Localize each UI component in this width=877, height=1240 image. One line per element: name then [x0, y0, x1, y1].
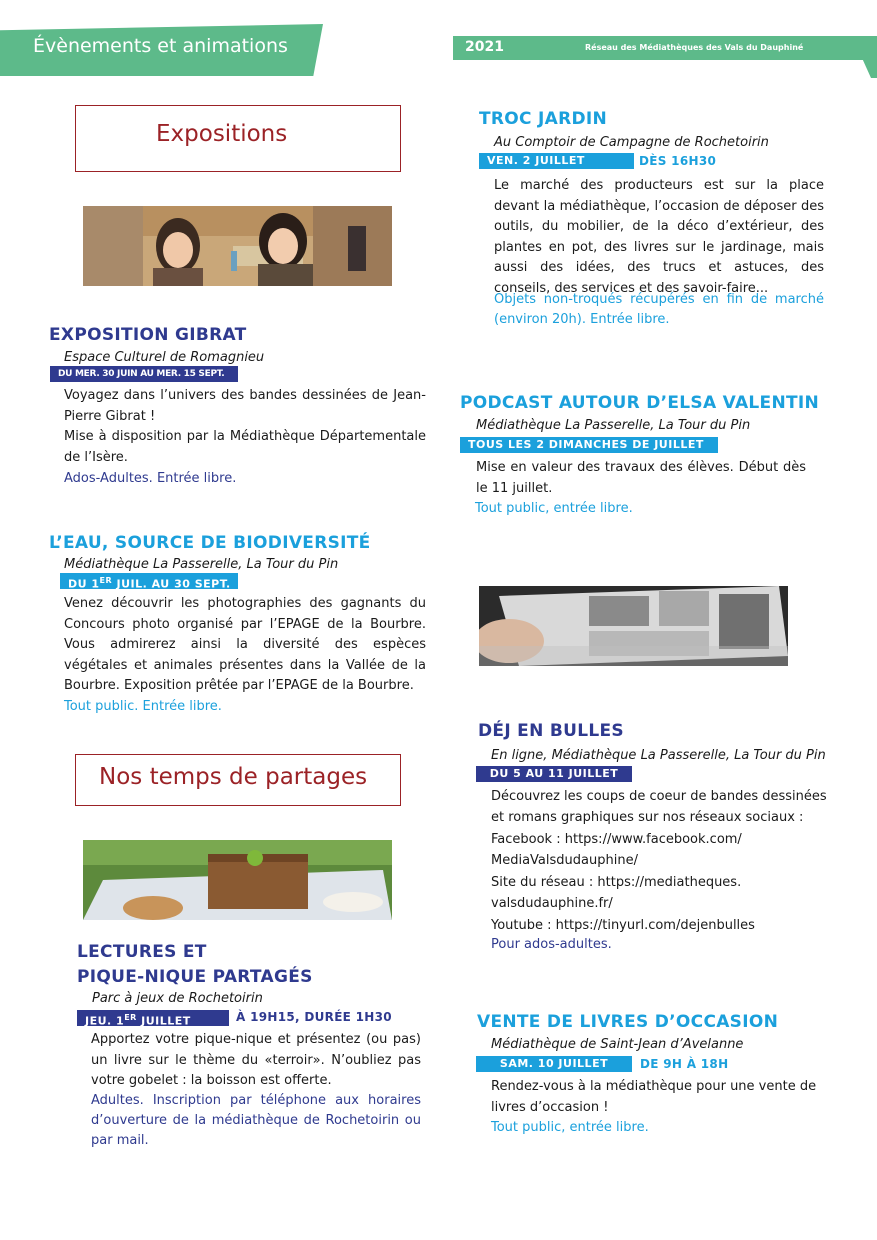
gibrat-note: Ados-Adultes. Entrée libre. [64, 471, 237, 486]
eau-description: Venez découvrir les photographies des gagnants du Concours photo organisé par l’EPAGE de la Bourbre. Vous admirerez ainsi la diversité des espèces végétales et animales présentes dans la Vallée de la Bourbre. Exposition prêtée par l’EPAGE de la Bourbre. [64, 596, 426, 693]
lectures-time: À 19H15, DURÉE 1H30 [236, 1010, 392, 1024]
vente-description: Rendez-vous à la médiathèque pour une vente de livres d’occasion ! [491, 1079, 817, 1115]
gibrat-dates-badge: DU MER. 30 JUIN AU MER. 15 SEPT. [50, 366, 238, 382]
lectures-title [77, 940, 313, 990]
podcast-dates-badge: TOUS LES 2 DIMANCHES DE JUILLET [460, 437, 718, 453]
troc-note: Objets non-troqués récupérés en fin de marché (environ 20h). Entrée libre. [494, 292, 824, 327]
podcast-note: Tout public, entrée libre. [475, 501, 633, 516]
partages-title-text: Nos temps de partages [99, 764, 368, 790]
dej-title: DÉJ EN BULLES [478, 721, 624, 741]
eau-title [49, 533, 371, 553]
vente-venue: Médiathèque de Saint-Jean d’Avelanne [491, 1037, 744, 1052]
lectures-dates-part: JUILLET [136, 1014, 191, 1028]
gibrat-description [64, 386, 426, 468]
gibrat-illustration-image [83, 206, 392, 286]
dej-site: Site du réseau : https://mediatheques. valsdudauphine.fr/ [491, 875, 742, 911]
dej-facebook: Facebook : https://www.facebook.com/ MediaValsdudauphine/ [491, 832, 742, 868]
header-network: Réseau des Médiathèques des Vals du Dauphiné [585, 43, 804, 52]
lectures-title-line: PIQUE-NIQUE PARTAGÉS [77, 967, 313, 987]
expositions-title-text: Expositions [156, 121, 288, 147]
partages-section-title [75, 754, 401, 806]
dej-youtube: Youtube : https://tinyurl.com/dejenbulles [491, 918, 755, 933]
vente-note: Tout public, entrée libre. [491, 1120, 649, 1135]
podcast-venue: Médiathèque La Passerelle, La Tour du Pin [476, 418, 751, 433]
lectures-note: Adultes. Inscription par téléphone aux horaires d’ouverture de la médiathèque de Rochetoirin ou par mail. [91, 1093, 421, 1148]
troc-venue: Au Comptoir de Campagne de Rochetoirin [494, 135, 769, 150]
lectures-description: Apportez votre pique-nique et présentez (ou pas) un livre sur le thème du «terroir». N’oubliez pas votre gobelet : la boisson est offerte. [91, 1032, 421, 1088]
header-year: 2021 [465, 39, 504, 55]
vente-title: VENTE DE LIVRES D’OCCASION [477, 1012, 779, 1032]
eau-dates-part: DU 1 [68, 577, 100, 591]
troc-time: DÈS 16H30 [639, 154, 717, 168]
eau-note: Tout public. Entrée libre. [64, 699, 222, 714]
troc-description: Le marché des producteurs est sur la place devant la médiathèque, l’occasion de déposer des outils, du mobilier, de la déco d’extérieur, des plantes en pot, des livres sur le jardinage, mais aussi des idées, des trucs et astuces, des conseils, des services et des savoir-faire... [494, 178, 824, 296]
comics-image [479, 586, 788, 666]
eau-dates-badge [60, 573, 238, 589]
vente-time: DE 9H À 18H [640, 1057, 729, 1071]
eau-venue: Médiathèque La Passerelle, La Tour du Pin [64, 557, 339, 572]
eau-title-text: L’EAU, SOURCE DE BIODIVERSITÉ [49, 533, 371, 553]
lectures-venue: Parc à jeux de Rochetoirin [92, 991, 263, 1006]
dej-intro: Découvrez les coups de coeur de bandes dessinées et romans graphiques sur nos réseaux sociaux : [491, 789, 827, 825]
troc-title: TROC JARDIN [479, 109, 608, 129]
header-section-label: Évènements et animations [33, 35, 288, 57]
eau-dates-part: JUIL. AU 30 SEPT. [112, 577, 231, 591]
expositions-section-title [75, 105, 401, 172]
gibrat-venue: Espace Culturel de Romagnieu [64, 350, 265, 365]
lectures-dates-sup: ER [124, 1013, 137, 1022]
eau-dates-sup: ER [99, 576, 113, 585]
header-band-tail [862, 58, 877, 78]
gibrat-description-line: Voyagez dans l’univers des bandes dessinées de Jean-Pierre Gibrat ! [64, 388, 426, 424]
dej-venue: En ligne, Médiathèque La Passerelle, La Tour du Pin [491, 748, 826, 763]
vente-dates-badge: SAM. 10 JUILLET [476, 1056, 632, 1072]
dej-note: Pour ados-adultes. [491, 937, 612, 952]
lectures-dates-badge [77, 1010, 229, 1026]
gibrat-description-line: Mise à disposition par la Médiathèque Départementale de l’Isère. [64, 429, 426, 465]
troc-dates-badge: VEN. 2 JUILLET [479, 153, 634, 169]
lectures-dates-part: JEU. 1 [85, 1014, 125, 1028]
lectures-title-line: LECTURES ET [77, 942, 207, 962]
gibrat-title: EXPOSITION GIBRAT [49, 325, 247, 345]
picnic-image [83, 840, 392, 920]
dej-dates-badge: DU 5 AU 11 JUILLET [476, 766, 632, 782]
podcast-description: Mise en valeur des travaux des élèves. Début dès le 11 juillet. [476, 460, 806, 496]
podcast-title: PODCAST AUTOUR D’ELSA VALENTIN [460, 393, 820, 413]
dej-description [491, 787, 827, 937]
